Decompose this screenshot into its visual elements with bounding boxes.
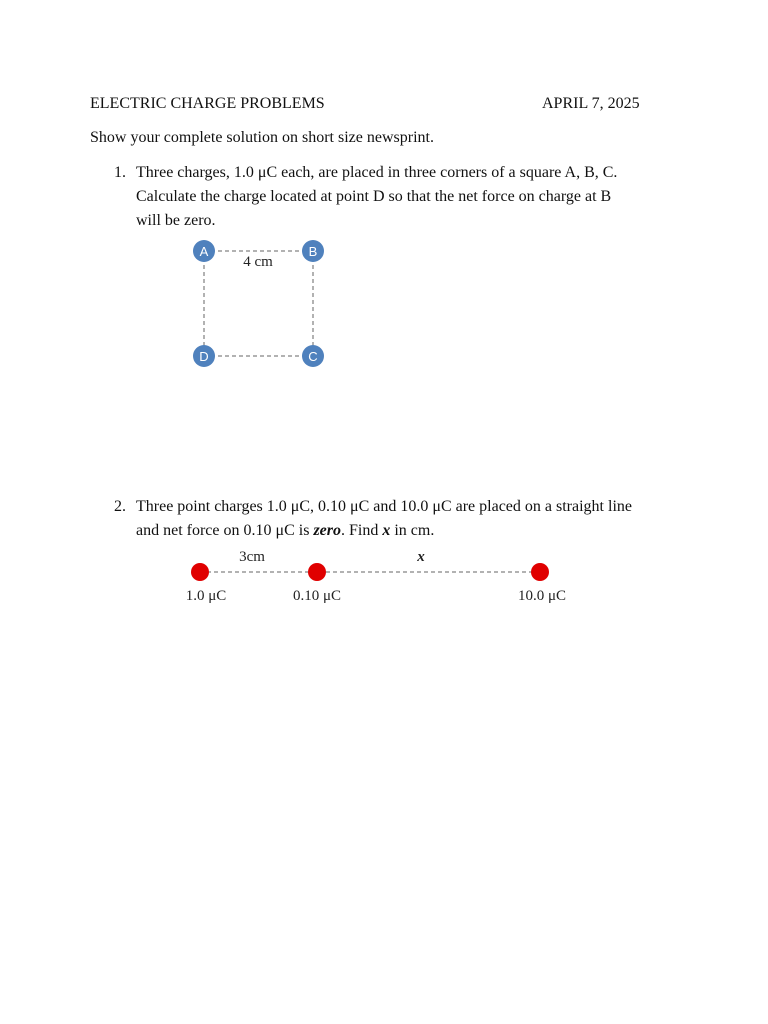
corner-d [193,345,215,367]
problem-1-line-2: Calculate the charge located at point D so that the net force on charge at B [136,188,612,205]
worksheet-date: APRIL 7, 2025 [542,95,640,112]
distance-label-3cm: 3cm [239,549,265,565]
instructions-text: Show your complete solution on short size newsprint. [90,129,434,146]
charge-3-marker [531,563,549,581]
distance-label-x: x [417,549,425,565]
corner-b [302,240,324,262]
problem-2-line-2-middle: . Find [341,522,383,539]
problem-2-line-2-end: in cm. [390,522,435,539]
corner-c [302,345,324,367]
corner-d-label: D [199,349,209,364]
problem-2-line-2-start: and net force on 0.10 μC is [136,522,314,539]
corner-b-label: B [308,244,318,259]
charge-2-label: 0.10 μC [292,588,342,604]
problem-1-line-3: will be zero. [136,212,216,229]
x-variable: x [382,522,391,539]
problem-1-number: 1. [114,164,126,181]
corner-a [193,240,215,262]
square-charge-diagram [180,235,340,375]
zero-emphasis: zero [313,522,341,539]
corner-a-label: A [199,244,209,259]
worksheet-title: ELECTRIC CHARGE PROBLEMS [90,95,325,112]
problem-2-line-1: Three point charges 1.0 μC, 0.10 μC and 10.0 μC are placed on a straight line [136,498,632,515]
problem-2-number: 2. [114,498,126,515]
problem-2-line-2 [136,519,434,543]
side-length-label: 4 cm [243,254,273,270]
problem-1-line-1: Three charges, 1.0 μC each, are placed in three corners of a square A, B, C. [136,164,618,181]
charge-2-marker [308,563,326,581]
charge-3-label: 10.0 μC [517,588,567,604]
corner-c-label: C [308,349,318,364]
line-charge-diagram [180,542,600,612]
charge-1-marker [191,563,209,581]
charge-1-label: 1.0 μC [185,588,227,604]
